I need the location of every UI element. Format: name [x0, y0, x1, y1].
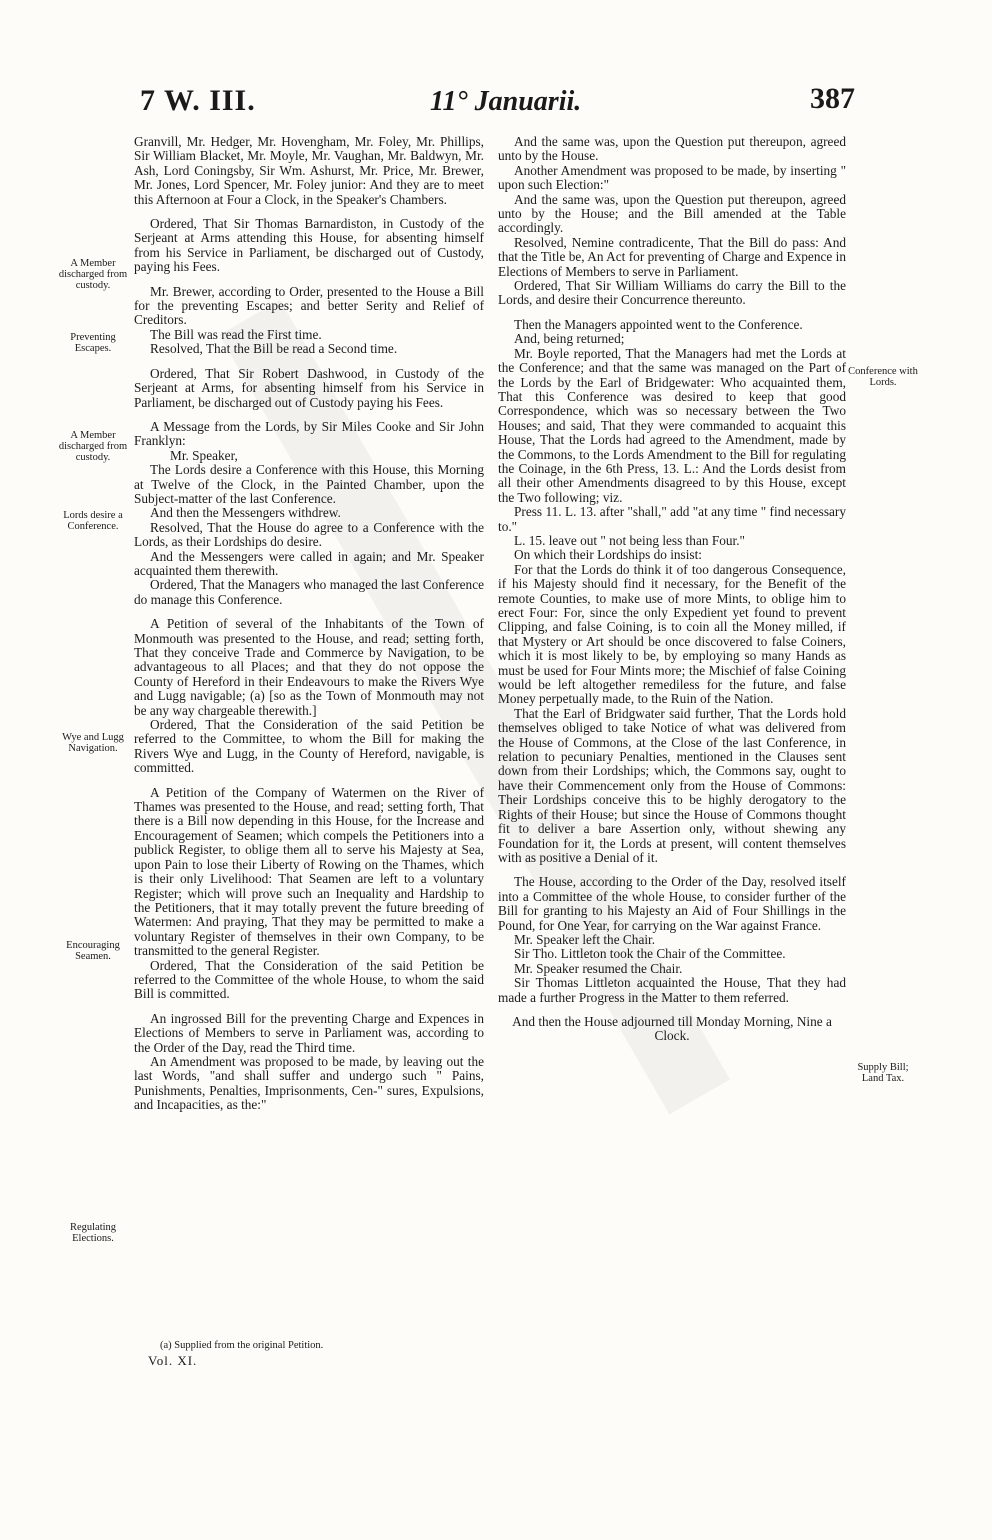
margin-note-member-discharged: A Member discharged from custody. [58, 258, 128, 291]
volume-signature: Vol. XI. [148, 1353, 198, 1368]
paragraph: Ordered, That the Consideration of the said Petition be referred to the Committee of the whole House, to whom the said Bill is committed. [134, 957, 484, 1002]
paragraph: Mr. Boyle reported, That the Managers had met the Lords at the Conference; and that the same was managed on the Part of the Lords by the Earl of Bridgewater: Who acquainted them, That this Conference was desired to keep that good Correspondence, which was so necessary between the Two Houses; and said, That they were commanded to acquaint this House, That the Lords had agreed to the Amendment, made by the Commons, to the Lords Amendment to the Bill for regulating the Coinage, in the 6th Press, 13. L.: And the Lords desist from all their other Amendments disagreed to by this House, except the Two following; viz. [498, 345, 846, 505]
paragraph: On which their Lordships do insist: [514, 547, 702, 563]
paragraph: Sir Thomas Littleton acquainted the House, That they had made a further Progress in the Matter to them referred. [498, 975, 846, 1005]
paragraph: A Petition of several of the Inhabitants of the Town of Monmouth was presented to the House, and read; setting forth, That they conceive Trade and Commerce by Navigation, to be advantageous to all Places; and that they do not oppose the County of Hereford in their Endeavours to make the Rivers Wye and Lugg navigable; (a) [so as the Town of Monmouth may not be any way chargeable therewith.] [134, 616, 484, 718]
paragraph: And the same was, upon the Question put thereupon, agreed unto by the House. [498, 134, 846, 164]
right-column [498, 135, 846, 1044]
paragraph: Sir Tho. Littleton took the Chair of the Committee. [514, 946, 786, 962]
paragraph: Ordered, That Sir Thomas Barnardiston, in Custody of the Serjeant at Arms attending this House, for absenting himself from his Service in Parliament, be discharged out of Custody, paying his Fees. [134, 216, 484, 275]
paragraph: Mr. Speaker, [170, 447, 238, 463]
paragraph: That the Earl of Bridgwater said further, That the Lords hold themselves obliged to take Notice of what was delivered from the House of Commons, at the Close of the last Conference, in relation to pecuniary Penalties, mentioned in the Clauses sent down from their Lordships; which, the Commons say, ought to have their Commencement only from the House of Commons: Their Lordships conceive this to be highly derogatory to the Rights of their House; but since the House of Commons thought fit to deliver a bare Assertion only, without shewing any Foundation for it, the Lords at present, will content themselves with as positive a Denial of it. [498, 705, 846, 865]
paragraph: A Message from the Lords, by Sir Miles Cooke and Sir John Franklyn: [134, 418, 484, 449]
paragraph: The House, according to the Order of the Day, resolved itself into a Committee of the whole House, to consider further of the Bill for granting to his Majesty an Aid of Four Shillings in the Pound, for One Year, for carrying on the War against France. [498, 874, 846, 933]
paragraph: For that the Lords do think it of too dangerous Consequence, if his Majesty should find it necessary, for the Benefit of the remote Counties, to make use of more Mints, to oblige him to erect Four: For, since the only Expedient yet found to prevent Clipping, and false Coining, is to coin all the Money milled, if that Mystery or Art should be once discovered to false Coiners, which it is most likely to be, by employing so many Hands as must be used for Four Mints more; the Mischief of false Coining would be left altogether remediless for the future, and false Money perpetually made, to the Ruin of the Nation. [498, 561, 846, 707]
paragraph: Resolved, That the Bill be read a Second time. [150, 341, 398, 357]
margin-note-conference-with-lords: Conference with Lords. [848, 366, 918, 388]
adjournment-line: And then the House adjourned till Monday Morning, Nine a Clock. [512, 1013, 832, 1044]
paragraph: Ordered, That the Consideration of the said Petition be referred to the Committee, to whom the Bill for making the Rivers Wye and Lugg, in the County of Hereford, navigable, is committed. [134, 717, 484, 776]
paragraph: Another Amendment was proposed to be made, by inserting " upon such Election:" [498, 162, 846, 193]
paragraph: Ordered, That Sir Robert Dashwood, in Custody of the Serjeant at Arms, for absenting himself from his Service in Parliament, be discharged out of Custody paying his Fees. [134, 365, 484, 410]
paragraph: The Bill was read the First time. [150, 326, 322, 342]
margin-note-supply-bill: Supply Bill; Land Tax. [857, 1062, 909, 1084]
paragraph: Mr. Speaker left the Chair. [514, 931, 656, 947]
paragraph: A Petition of the Company of Watermen on the River of Thames was presented to the House, and read; setting forth, That there is a Bill now depending in this House, for the Increase and Encouragement of Seamen; which compels the Petitioners into a publick Register, to oblige them all to serve his Majesty at Sea, upon Pain to lose their Liberty of Rowing on the Thames, which is their only Livelihood: That Seamen are left to a voluntary Register; which will prove such an Inequality and Hardship to the Petitioners, that it may totally prevent the future breeding of Watermen: And praying, That they may be permitted to make a voluntary Register of themselves in their own Company, to be transmitted to the general Register. [134, 784, 484, 959]
paragraph: Resolved, That the House do agree to a Conference with the Lords, as their Lordships do desire. [134, 519, 484, 550]
paragraph: An Amendment was proposed to be made, by leaving out the last Words, "and shall suffer and undergo such " Pains, Punishments, Penalties, Imprisonments, Cen-" sures, Expulsions, and Incapacities, as the:" [134, 1053, 484, 1113]
regnal-year-header: 7 W. III. [140, 84, 256, 117]
left-column [134, 135, 484, 1113]
paragraph: And, being returned; [514, 331, 625, 347]
margin-note-encouraging-seamen: Encouraging Seamen. [66, 940, 120, 962]
paragraph: And the same was, upon the Question put thereupon, agreed unto by the House; and the Bill amended at the Table accordingly. [498, 191, 846, 236]
margin-note-lords-conference: Lords desire a Conference. [63, 510, 123, 532]
page-number: 387 [810, 82, 855, 115]
paragraph: And the Messengers were called in again; and Mr. Speaker acquainted them therewith. [134, 548, 484, 578]
paragraph: Mr. Speaker resumed the Chair. [514, 960, 683, 976]
margin-note-regulating-elections: Regulating Elections. [69, 1222, 117, 1244]
paragraph: Ordered, That Sir William Williams do carry the Bill to the Lords, and desire their Concurrence thereunto. [498, 278, 846, 308]
paragraph: Then the Managers appointed went to the Conference. [514, 316, 803, 332]
paragraph: Ordered, That the Managers who managed the last Conference do manage this Conference. [134, 577, 484, 607]
paragraph: L. 15. leave out " not being less than Four." [514, 532, 745, 548]
margin-note-wye-lugg: Wye and Lugg Navigation. [62, 732, 124, 754]
paragraph: And then the Messengers withdrew. [150, 505, 341, 521]
margin-note-member-discharged-2: A Member discharged from custody. [58, 430, 128, 463]
margin-note-preventing-escapes: Preventing Escapes. [70, 332, 116, 354]
paragraph: Resolved, Nemine contradicente, That the Bill do pass: And that the Title be, An Act for preventing of Charge and Expence in Elections of Members to serve in Parliament. [498, 234, 846, 279]
paragraph: The Lords desire a Conference with this House, this Morning at Twelve of the Clock, in the Painted Chamber, upon the Subject-matter of the last Conference. [134, 462, 484, 506]
footnote: (a) Supplied from the original Petition. [160, 1340, 324, 1351]
paragraph: Granvill, Mr. Hedger, Mr. Hovengham, Mr. Foley, Mr. Phillips, Sir William Blacket, Mr. Moyle, Mr. Vaughan, Mr. Baldwyn, Mr. Ash, Lord Coningsby, Sir Wm. Ashurst, Mr. Price, Mr. Brewer, Mr. Jones, Lord Spencer, Mr. Foley junior: And they are to meet this Afternoon at Four a Clock, in the Speaker's Chambers. [134, 134, 484, 207]
paragraph: Mr. Brewer, according to Order, presented to the House a Bill for the preventing Escapes; and better Serity and Relief of Creditors. [134, 283, 484, 328]
paragraph: An ingrossed Bill for the preventing Charge and Expences in Elections of Members to serve in Parliament was, according to the Order of the Day, read the Third time. [134, 1010, 484, 1055]
date-header: 11° Januarii. [430, 86, 582, 117]
paragraph: Press 11. L. 13. after "shall," add "at any time " find necessary to." [498, 504, 846, 534]
